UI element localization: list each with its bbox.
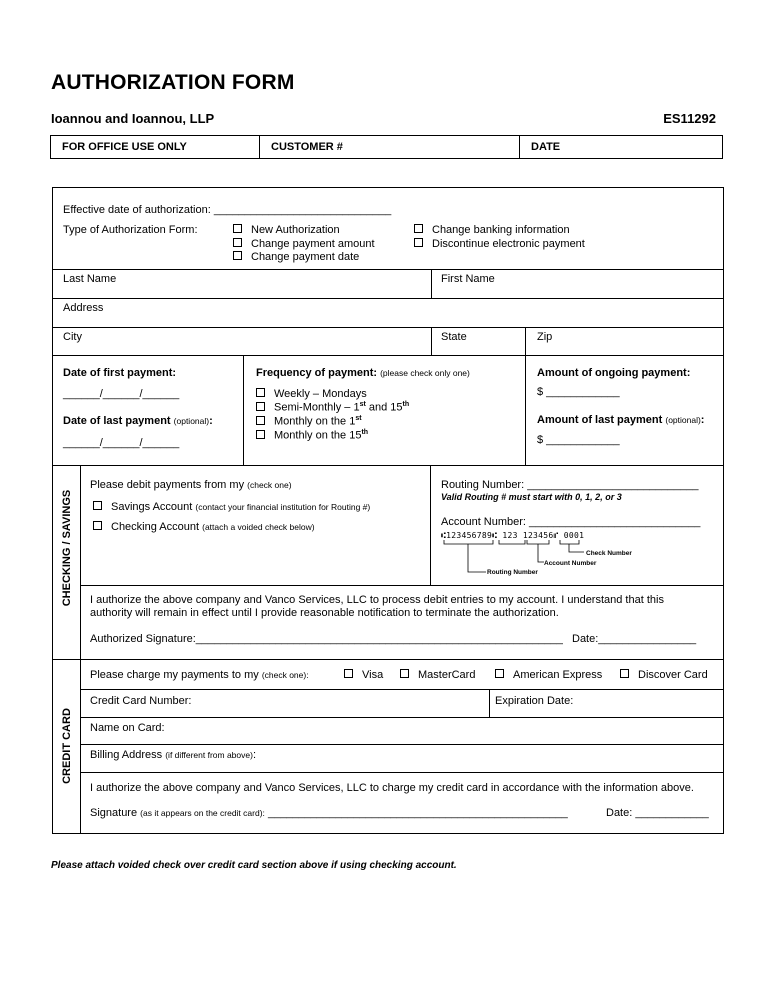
- form-title: AUTHORIZATION FORM: [51, 71, 295, 94]
- option-discontinue[interactable]: Discontinue electronic payment: [414, 238, 585, 250]
- option-change-amount[interactable]: Change payment amount: [233, 238, 375, 250]
- last-payment-label: Date of last payment (optional):: [63, 415, 213, 427]
- checkbox-icon: [233, 251, 242, 260]
- frequency-label: Frequency of payment: (please check only one): [256, 367, 470, 379]
- checkbox-icon: [256, 416, 265, 425]
- option-change-banking[interactable]: Change banking information: [414, 224, 570, 236]
- zip-field[interactable]: Zip: [537, 331, 553, 343]
- checkbox-icon: [414, 224, 423, 233]
- micr-sample: ⑆123456789⑆ 123 123456⑈ 0001: [441, 531, 585, 540]
- authorization-table: [52, 187, 724, 834]
- savings-account-option[interactable]: Savings Account (contact your financial institution for Routing #): [93, 501, 370, 513]
- debit-intro: Please debit payments from my (check one): [90, 479, 292, 491]
- expiration-date-field[interactable]: Expiration Date:: [495, 695, 574, 707]
- freq-monthly-1st[interactable]: Monthly on the 1st: [256, 415, 362, 428]
- routing-hint: Valid Routing # must start with 0, 1, 2, or 3: [441, 492, 622, 502]
- option-change-date[interactable]: Change payment date: [233, 251, 359, 263]
- first-payment-label: Date of first payment:: [63, 367, 177, 379]
- form-code: ES11292: [663, 111, 716, 126]
- account-number-caption: Account Number: [544, 560, 597, 567]
- first-name-field[interactable]: First Name: [441, 273, 495, 285]
- address-field[interactable]: Address: [63, 302, 104, 314]
- office-date-label: DATE: [531, 141, 561, 153]
- office-use-label: FOR OFFICE USE ONLY: [51, 136, 260, 158]
- ongoing-amount-field[interactable]: $ ____________: [537, 386, 620, 398]
- last-amount-label: Amount of last payment (optional):: [537, 414, 705, 426]
- checking-savings-side-label: CHECKING / SAVINGS: [61, 489, 73, 607]
- checkbox-icon: [233, 238, 242, 247]
- checkbox-icon: [93, 521, 102, 530]
- freq-semi-monthly[interactable]: Semi-Monthly – 1st and 15th: [256, 401, 409, 414]
- state-field[interactable]: State: [441, 331, 467, 343]
- credit-card-side-label: CREDIT CARD: [61, 708, 73, 784]
- check-number-caption: Check Number: [586, 550, 632, 557]
- option-new-authorization[interactable]: New Authorization: [233, 224, 340, 236]
- checkbox-icon: [620, 669, 629, 678]
- customer-number-label: CUSTOMER #: [260, 136, 520, 158]
- last-amount-field[interactable]: $ ____________: [537, 434, 620, 446]
- checkbox-icon: [256, 430, 265, 439]
- card-number-field[interactable]: Credit Card Number:: [90, 695, 192, 707]
- freq-monthly-15th[interactable]: Monthly on the 15th: [256, 429, 368, 442]
- type-label: Type of Authorization Form:: [63, 224, 198, 236]
- billing-address-field[interactable]: Billing Address (if different from above):: [90, 749, 256, 761]
- debit-authorization-line-2: authority will remain in effect until I provide reasonable notification to terminate the authorization.: [90, 607, 559, 619]
- office-use-row: [50, 135, 723, 159]
- checkbox-icon: [233, 224, 242, 233]
- effective-date-field[interactable]: Effective date of authorization: _____________________________: [63, 204, 392, 216]
- routing-number-field[interactable]: Routing Number: ____________________________: [441, 479, 699, 491]
- debit-authorization-line-1: I authorize the above company and Vanco Services, LLC to process debit entries to my account. I understand that this: [90, 594, 664, 606]
- card-signature-field[interactable]: Signature (as it appears on the credit card): _________________________________________________: [90, 807, 568, 819]
- checkbox-icon: [400, 669, 409, 678]
- footer-note: Please attach voided check over credit card section above if using checking account.: [51, 860, 457, 871]
- mastercard-option[interactable]: MasterCard: [400, 669, 475, 681]
- first-payment-date[interactable]: ______/______/______: [63, 388, 180, 400]
- routing-number-caption: Routing Number: [487, 569, 538, 576]
- amex-option[interactable]: American Express: [495, 669, 602, 681]
- authorized-signature-field[interactable]: Authorized Signature:____________________________________________________________: [90, 633, 563, 645]
- city-field[interactable]: City: [63, 331, 82, 343]
- ongoing-amount-label: Amount of ongoing payment:: [537, 367, 691, 379]
- checkbox-icon: [344, 669, 353, 678]
- credit-authorization-text: I authorize the above company and Vanco Services, LLC to charge my credit card in accordance with the information above.: [90, 782, 694, 794]
- checking-account-option[interactable]: Checking Account (attach a voided check below): [93, 521, 315, 533]
- checkbox-icon: [256, 402, 265, 411]
- freq-weekly[interactable]: Weekly – Mondays: [256, 388, 367, 400]
- checkbox-icon: [256, 388, 265, 397]
- name-on-card-field[interactable]: Name on Card:: [90, 722, 165, 734]
- account-number-field[interactable]: Account Number: ____________________________: [441, 516, 701, 528]
- checkbox-icon: [414, 238, 423, 247]
- charge-intro: Please charge my payments to my (check one):: [90, 669, 309, 681]
- checkbox-icon: [93, 501, 102, 510]
- visa-option[interactable]: Visa: [344, 669, 383, 681]
- last-name-field[interactable]: Last Name: [63, 273, 117, 285]
- checkbox-icon: [495, 669, 504, 678]
- debit-date-field[interactable]: Date:________________: [572, 633, 697, 645]
- last-payment-date[interactable]: ______/______/______: [63, 437, 180, 449]
- company-name: Ioannou and Ioannou, LLP: [51, 111, 215, 126]
- discover-option[interactable]: Discover Card: [620, 669, 708, 681]
- card-date-field[interactable]: Date: ____________: [606, 807, 709, 819]
